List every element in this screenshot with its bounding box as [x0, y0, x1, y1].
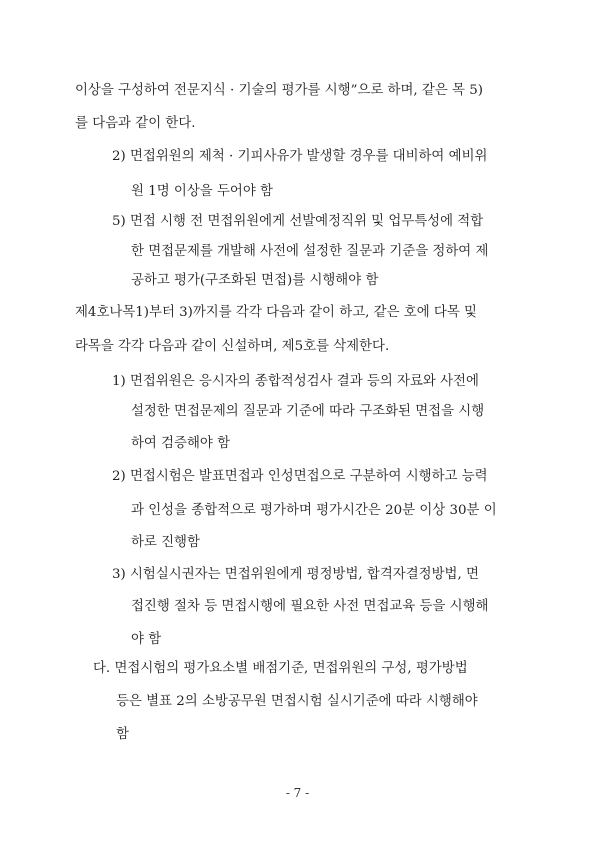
list-item-da-line: 다. 면접시험의 평가요소별 배점기준, 면접위원의 구성, 평가방법	[93, 661, 468, 676]
list-item-5-continuation: 공하고 평가(구조화된 면접)를 시행해야 함	[131, 273, 379, 288]
list-item-3-continuation: 접진행 절차 등 면접시행에 필요한 사전 면접교육 등을 시행해	[131, 599, 489, 614]
list-item-2b-continuation: 하로 진행함	[131, 535, 200, 550]
text-line: 제4호나목1)부터 3)까지를 각각 다음과 같이 하고, 같은 호에 다목 및	[75, 305, 477, 320]
text-line: 라목을 각각 다음과 같이 신설하며, 제5호를 삭제한다.	[75, 339, 390, 354]
list-item-5-continuation: 한 면접문제를 개발해 사전에 설정한 질문과 기준을 정하여 제	[131, 244, 489, 259]
list-item-1-line: 1) 면접위원은 응시자의 종합적성검사 결과 등의 자료와 사전에	[112, 374, 479, 389]
list-item-1-continuation: 하여 검증해야 함	[131, 436, 231, 451]
list-item-da-continuation: 등은 별표 2의 소방공무원 면접시험 실시기준에 따라 시행해야	[116, 694, 478, 709]
page-number: - 7 -	[285, 786, 310, 800]
list-item-2b-continuation: 과 인성을 종합적으로 평가하며 평가시간은 20분 이상 30분 이	[131, 503, 497, 518]
list-item-3-line: 3) 시험실시권자는 면접위원에게 평정방법, 합격자결정방법, 면	[112, 567, 479, 582]
text-line: 를 다음과 같이 한다.	[75, 116, 196, 131]
list-item-1-continuation: 설정한 면접문제의 질문과 기준에 따라 구조화된 면접을 시행	[131, 404, 485, 419]
list-item-da-continuation: 함	[116, 727, 129, 742]
list-item-2b-line: 2) 면접시험은 발표면접과 인성면접으로 구분하여 시행하고 능력	[112, 469, 488, 484]
text-line: 이상을 구성하여 전문지식 · 기술의 평가를 시행”으로 하며, 같은 목 5)	[75, 83, 483, 98]
list-item-3-continuation: 야 함	[131, 632, 162, 647]
list-item-2-continuation: 원 1명 이상을 두어야 함	[131, 184, 273, 199]
list-item-2-line: 2) 면접위원의 제척 · 기피사유가 발생할 경우를 대비하여 예비위	[112, 149, 488, 164]
list-item-5-line: 5) 면접 시행 전 면접위원에게 선발예정직위 및 업무특성에 적합	[112, 214, 484, 229]
